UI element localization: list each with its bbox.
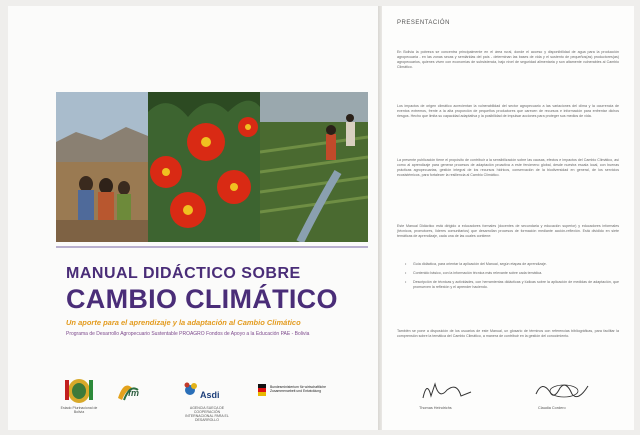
cover-program-line: Programa de Desarrollo Agropecuario Sustentable PROAGRO Fondos de Apoyo a la Educación PAE - Bolivia [66,331,310,337]
asdi-logo [182,376,232,422]
cover-title-line2: CAMBIO CLIMÁTICO [66,284,338,314]
presentation-paragraph: Este Manual Didáctico está dirigido a educadores formales (docentes de secundaria y educación superior) y educadores informales (técnicos, promotores, líderes comunitarios) que desarrollan procesos de formación mediante acción-reflexión. Está dividido en siete temáticas de aprendizaje, cada una de las cuales contiene: [397,224,619,238]
title-divider [56,246,368,248]
cover-photo-band [56,92,368,242]
presentation-heading: PRESENTACIÓN [397,20,450,26]
presentation-paragraph: La presente publicación tiene el propósito de contribuir a la sensibilización sobre las causas, efectos e impactos del Cambio Climático, así como al aprendizaje para generar procesos de adaptación proactiva a este fenómeno global, desde nuestra escala local, con buenas prácticas agropecuarias, gestión integral de los recursos hídricos, conservación de la biodiversidad en general, de los servicios ecosistémicos, para fortalecer la resiliencia al Cambio Climático. [397,158,619,177]
closing-paragraph: También se pone a disposición de los usuarios de este Manual, un glosario de términos con referencias bibliográficas, para facilitar la comprensión sobre la temática del Cambio Climático, a manera de contribuir en la gestión del conocimiento. [397,329,619,338]
bolivia-logo-caption: Estado Plurinacional de Bolivia [60,406,98,414]
red-flowers-photo [148,92,260,242]
swiss-logo-text: fm [128,388,139,398]
presentation-paragraph: En Bolivia la pobreza se concentra principalmente en el área rural, donde el acceso y disponibilidad de agua para la producción agropecuaria - en las zonas secas y semiáridas del país - determinan las bases de vida y el sustento de pequeños(as) productores(as) agropecuarios, quienes viven con economías de subsistencia, bajo nivel de seguridad alimentaria y son altamente vulnerables al Cambio Climático. [397,50,619,69]
asdi-logo-text: Asdi [200,390,220,400]
list-item: • Contenido básico, con la información técnica más relevante sobre cada temática. [405,271,619,276]
presentation-paragraph: Los impactos de origen climático acrecientan la vulnerabilidad del sector agropecuario a las variaciones del clima y la ocurrencia de eventos extremos, frente a la alta proporción de pequeños productores que carecen de recursos e información para enfrentar dichos riesgos. Hecho que limita su capacidad adaptativa y la posibilidad de impulsar acciones para proteger sus medios de vida. [397,104,619,118]
children-in-landscape-photo [56,92,148,242]
signature-image [417,378,477,409]
content-bullet-list [405,262,619,294]
signatory-name: Claudia Cordero [538,406,566,410]
list-item: • Descripción de técnicas y actividades, con herramientas didácticas y lúdicas sobre la aplicación de medidas de adaptación, que promueven la reflexión y el aprender haciendo. [405,280,619,290]
german-federal-ministry-logo [256,376,326,416]
list-item: • Guía didáctica, para orientar la aplicación del Manual, según etapas de aprendizaje. [405,262,619,267]
cover-subtitle: Un aporte para el aprendizaje y la adaptación al Cambio Climático [66,318,301,327]
asdi-logo-caption: AGENCIA SUECA DE COOPERACIÓN INTERNACIONAL PARA EL DESARROLLO [185,406,229,422]
signature-image [528,378,598,409]
partner-logos [56,376,368,422]
bolivia-coat-of-arms-logo [60,376,98,416]
signatory-name: Thomas Heindrichs [419,406,452,410]
german-ministry-logo-text: Bundesministerium für wirtschaftliche Zusammenarbeit und Entwicklung [270,385,326,394]
farmers-irrigating-field-photo [260,92,368,242]
swiss-cooperation-logo [114,376,154,416]
cover-title-line1: MANUAL DIDÁCTICO SOBRE [66,265,301,282]
